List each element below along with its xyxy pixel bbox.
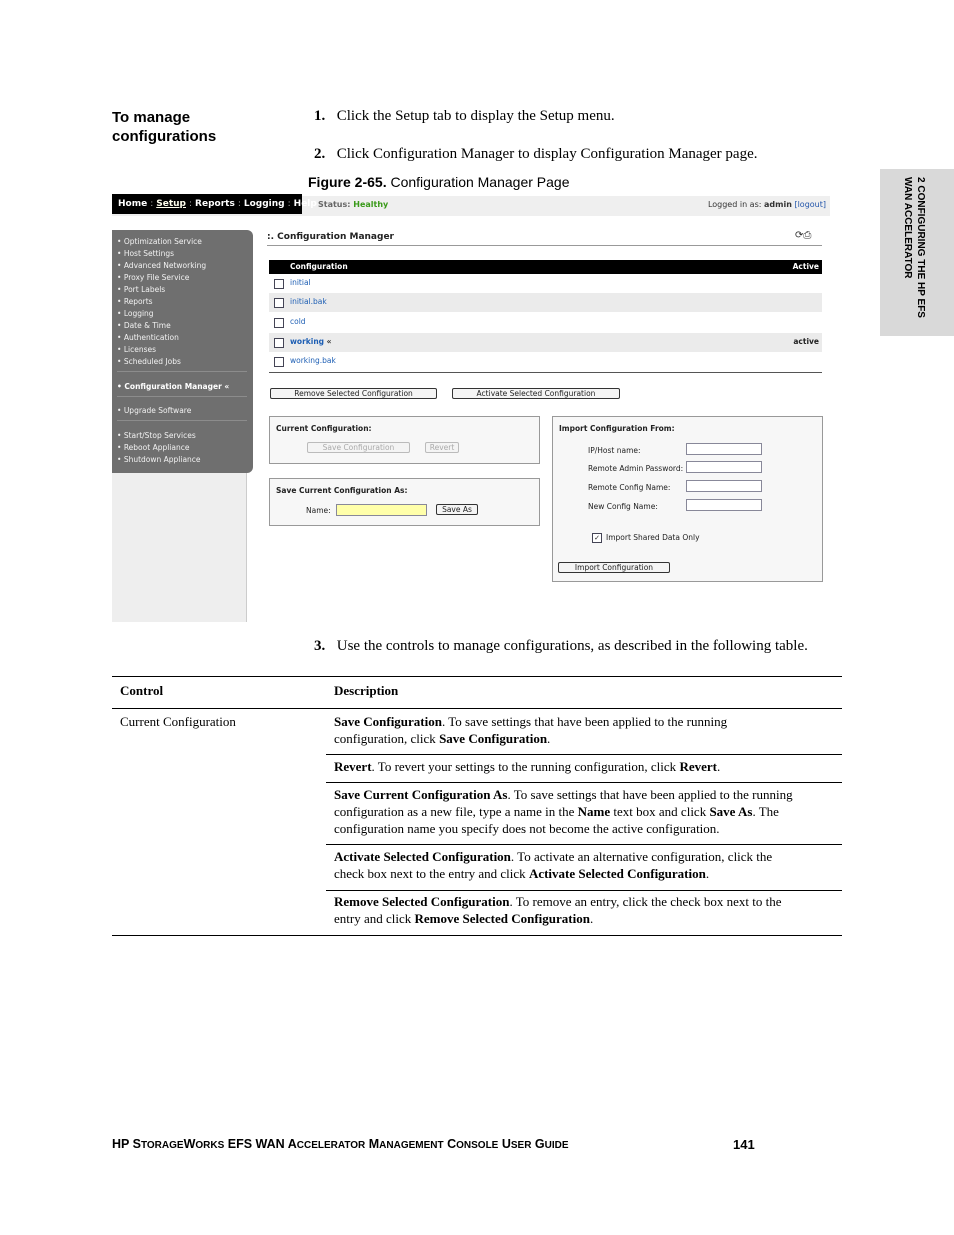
config-checkbox[interactable] xyxy=(274,357,284,367)
name-input[interactable] xyxy=(336,504,427,516)
description-row xyxy=(334,848,839,882)
config-table-header xyxy=(269,260,822,274)
nav-help[interactable]: Help xyxy=(293,199,317,209)
desc-text: entry and click xyxy=(334,911,415,926)
nav-reports[interactable]: Reports xyxy=(195,199,235,209)
print-icon[interactable]: ⎙ xyxy=(803,230,812,241)
desc-text: text box and click xyxy=(610,804,710,819)
figure-title: Configuration Manager Page xyxy=(390,174,570,190)
name-label: Name: xyxy=(306,506,331,515)
title-divider xyxy=(267,245,822,246)
desc-term: Save Configuration xyxy=(439,731,548,746)
sidebar-item-label: Logging xyxy=(123,309,154,318)
heading-line: configurations xyxy=(112,128,217,145)
login-info xyxy=(708,200,826,209)
config-manager-title: :. Configuration Manager xyxy=(267,232,394,242)
desc-text: . To activate an alternative configuration, click the xyxy=(510,849,773,864)
nav-logging[interactable]: Logging xyxy=(243,199,285,209)
sidebar-divider xyxy=(117,371,247,372)
table-rule xyxy=(112,676,842,677)
table-rule xyxy=(112,708,842,709)
config-row xyxy=(269,293,822,312)
desc-term: Activate Selected Configuration xyxy=(334,849,511,864)
description-row xyxy=(334,893,839,927)
desc-term: Save As xyxy=(709,804,753,819)
ip-host-input[interactable] xyxy=(686,443,762,455)
sidebar-item-label: Advanced Networking xyxy=(123,261,207,270)
config-checkbox[interactable] xyxy=(274,298,284,308)
desc-term: Name xyxy=(577,804,611,819)
col-active: Active xyxy=(792,262,819,271)
remote-password-input[interactable] xyxy=(686,461,762,473)
step-text: Click Configuration Manager to display Configuration Manager page. xyxy=(336,146,758,162)
configuration-manager-screenshot xyxy=(112,194,830,622)
toolbar-icons xyxy=(795,230,811,241)
field-label: Remote Config Name: xyxy=(588,483,671,492)
page-number: 141 xyxy=(733,1137,755,1152)
footer-text: U xyxy=(498,1137,511,1151)
desc-text: configuration, click xyxy=(334,731,440,746)
step-number: 1. xyxy=(314,108,326,124)
figure-caption xyxy=(308,174,570,190)
logged-in-user: admin xyxy=(764,200,792,209)
sidebar-item-label: Upgrade Software xyxy=(123,406,192,415)
sidebar-divider xyxy=(117,396,247,397)
save-configuration-button[interactable]: Save Configuration xyxy=(307,442,410,453)
config-row xyxy=(269,333,822,352)
desc-text: . To remove an entry, click the check box next to the xyxy=(509,894,782,909)
nav-separator: : xyxy=(287,199,291,209)
sidebar-item[interactable]: • Authentication xyxy=(117,333,179,342)
setup-sidebar xyxy=(112,230,253,473)
footer-text: TORAGE xyxy=(140,1140,184,1151)
activate-selected-button[interactable]: Activate Selected Configuration xyxy=(452,388,620,399)
sidebar-item[interactable]: • Start/Stop Services xyxy=(117,431,196,440)
sidebar-item-label: Configuration Manager « xyxy=(124,382,230,391)
logged-in-label: Logged in as: xyxy=(707,200,762,209)
sidebar-item-label: Optimization Service xyxy=(123,237,202,246)
sidebar-item-label: Proxy File Service xyxy=(123,273,190,282)
step-3 xyxy=(314,638,854,655)
config-name[interactable] xyxy=(290,337,332,346)
running-footer xyxy=(112,1137,569,1151)
sidebar-item[interactable]: • Port Labels xyxy=(117,285,166,294)
procedure-heading xyxy=(112,108,292,146)
footer-text: SER xyxy=(510,1140,532,1151)
panel-title: Current Configuration: xyxy=(276,424,372,433)
table-rule xyxy=(112,935,842,936)
heading-line: To manage xyxy=(112,109,191,126)
remove-selected-button[interactable]: Remove Selected Configuration xyxy=(270,388,437,399)
sidebar-item-label: Start/Stop Services xyxy=(123,431,196,440)
sidebar-item-label: Reports xyxy=(123,297,153,306)
status-value: Healthy xyxy=(353,200,389,209)
desc-text: . To save settings that have been applied to the running xyxy=(441,714,728,729)
step-text: Click the Setup tab to display the Setup menu. xyxy=(336,108,615,124)
tab-text: WAN xyxy=(902,177,913,203)
footer-text: CCELERATOR xyxy=(296,1140,366,1151)
sidebar-item[interactable]: • Optimization Service xyxy=(117,237,202,246)
description-row xyxy=(334,713,839,747)
chapter-number: 2 xyxy=(915,177,926,186)
sidebar-divider xyxy=(117,420,247,421)
tab-text: C xyxy=(915,185,926,193)
desc-text: . xyxy=(705,866,710,881)
desc-text: configuration as a new file, type a name in the xyxy=(334,804,578,819)
config-checkbox[interactable] xyxy=(274,318,284,328)
config-name[interactable]: initial xyxy=(290,278,311,287)
sidebar-item-label: Date & Time xyxy=(123,321,171,330)
description-row xyxy=(334,758,839,775)
sidebar-item-label: Licenses xyxy=(123,345,156,354)
config-row xyxy=(269,352,822,371)
desc-term: Revert xyxy=(334,759,372,774)
desc-term: Remove Selected Configuration xyxy=(414,911,590,926)
config-active: active xyxy=(793,337,819,346)
desc-text: check box next to the entry and click xyxy=(334,866,529,881)
desc-term: Revert xyxy=(679,759,717,774)
logout-link[interactable]: [logout] xyxy=(794,200,826,209)
import-shared-checkbox[interactable]: ✓ xyxy=(592,533,602,543)
control-name: Current Configuration xyxy=(120,714,236,729)
config-row xyxy=(269,274,822,293)
import-configuration-button[interactable]: Import Configuration xyxy=(558,562,670,573)
tab-text: ONFIGURING THE xyxy=(915,192,926,283)
step-number: 2. xyxy=(314,146,326,162)
footer-text: HP S xyxy=(112,1137,141,1151)
desc-term: Save Configuration xyxy=(334,714,442,729)
desc-text: configuration name you specify does not become the active configuration. xyxy=(334,821,720,836)
nav-setup[interactable]: Setup xyxy=(156,199,186,209)
sidebar-item[interactable]: • Licenses xyxy=(117,345,156,354)
config-row xyxy=(269,313,822,332)
footer-text: UIDE xyxy=(544,1140,569,1151)
save-as-panel xyxy=(269,478,540,526)
tab-text: A xyxy=(902,202,913,210)
figure-label: Figure 2-65. xyxy=(308,174,387,190)
save-as-button[interactable]: Save As xyxy=(436,504,478,515)
checkbox-label: Import Shared Data Only xyxy=(606,533,700,542)
col-configuration: Configuration xyxy=(290,262,348,271)
desc-text: . To save settings that have been applied to the running xyxy=(507,787,793,802)
desc-text: . The xyxy=(752,804,779,819)
main-nav xyxy=(112,194,317,214)
config-name[interactable]: working.bak xyxy=(290,356,336,365)
footer-text: ORKS xyxy=(195,1140,225,1151)
tab-text: CCELERATOR xyxy=(902,209,913,279)
footer-text: ONSOLE xyxy=(456,1140,499,1151)
sidebar-item[interactable]: • Logging xyxy=(117,309,154,318)
status-indicator xyxy=(318,200,388,209)
field-label: New Config Name: xyxy=(588,502,658,511)
row-rule xyxy=(326,890,842,891)
current-configuration-panel xyxy=(269,416,540,464)
status-label: Status: xyxy=(318,200,351,209)
desc-term: Remove Selected Configuration xyxy=(334,894,510,909)
refresh-icon[interactable]: ⟳ xyxy=(795,230,804,241)
footer-text: G xyxy=(531,1137,545,1151)
step-text: Use the controls to manage configurations, as described in the following table. xyxy=(336,638,808,654)
desc-text: . xyxy=(589,911,594,926)
sidebar-item[interactable]: • Proxy File Service xyxy=(117,273,190,282)
footer-text: M xyxy=(365,1137,380,1151)
config-name[interactable]: cold xyxy=(290,317,306,326)
description-row xyxy=(334,786,839,837)
sidebar-item-configuration-manager[interactable]: • Configuration Manager « xyxy=(117,382,230,391)
sidebar-item-label: Authentication xyxy=(123,333,179,342)
remote-config-name-input[interactable] xyxy=(686,480,762,492)
row-rule xyxy=(326,844,842,845)
footer-text: ANAGEMENT xyxy=(379,1140,444,1151)
footer-text: W xyxy=(183,1137,196,1151)
sidebar-item[interactable]: • Upgrade Software xyxy=(117,406,192,415)
panel-title: Save Current Configuration As: xyxy=(276,486,408,495)
sidebar-item[interactable]: • Host Settings xyxy=(117,249,175,258)
sidebar-item[interactable]: • Date & Time xyxy=(117,321,171,330)
sidebar-item-label: Shutdown Appliance xyxy=(123,455,201,464)
new-config-name-input[interactable] xyxy=(686,499,762,511)
desc-term: Save Current Configuration As xyxy=(334,787,508,802)
desc-text: . To revert your settings to the running configuration, click xyxy=(371,759,680,774)
footer-text: C xyxy=(443,1137,457,1151)
header-description: Description xyxy=(334,683,399,698)
sidebar-item-label: Reboot Appliance xyxy=(123,443,190,452)
current-marker: « xyxy=(326,337,332,346)
import-configuration-panel xyxy=(552,416,823,582)
config-name[interactable]: initial.bak xyxy=(290,297,327,306)
revert-button[interactable]: Revert xyxy=(425,442,459,453)
sidebar-item[interactable]: • Reboot Appliance xyxy=(117,443,190,452)
step-1 xyxy=(314,108,854,125)
desc-term: Activate Selected Configuration xyxy=(528,866,706,881)
panel-title: Import Configuration From: xyxy=(559,424,675,433)
chapter-side-tab-text xyxy=(901,177,927,327)
nav-separator: : xyxy=(189,199,193,209)
nav-home[interactable]: Home xyxy=(118,199,148,209)
sidebar-background xyxy=(112,473,247,622)
sidebar-item-label: Port Labels xyxy=(123,285,166,294)
header-control: Control xyxy=(120,683,164,698)
sidebar-item[interactable]: • Advanced Networking xyxy=(117,261,207,270)
desc-text: . xyxy=(716,759,721,774)
field-label: IP/Host name: xyxy=(588,446,641,455)
step-2 xyxy=(314,146,854,163)
sidebar-item[interactable]: • Scheduled Jobs xyxy=(117,357,181,366)
config-checkbox[interactable] xyxy=(274,338,284,348)
tab-text: HP EFS xyxy=(915,282,926,318)
row-rule xyxy=(326,782,842,783)
desc-text: . xyxy=(547,731,551,746)
sidebar-item[interactable]: • Reports xyxy=(117,297,153,306)
sidebar-item-label: Scheduled Jobs xyxy=(123,357,181,366)
step-number: 3. xyxy=(314,638,326,654)
row-rule xyxy=(326,754,842,755)
chapter-side-tab xyxy=(880,169,954,336)
sidebar-item-label: Host Settings xyxy=(123,249,175,258)
nav-separator: : xyxy=(150,199,154,209)
config-name-text: working xyxy=(290,337,325,346)
config-checkbox[interactable] xyxy=(274,279,284,289)
nav-separator: : xyxy=(237,199,241,209)
table-bottom-rule xyxy=(269,372,822,373)
footer-text: EFS WAN A xyxy=(224,1137,297,1151)
field-label: Remote Admin Password: xyxy=(588,464,684,473)
sidebar-item[interactable]: • Shutdown Appliance xyxy=(117,455,201,464)
